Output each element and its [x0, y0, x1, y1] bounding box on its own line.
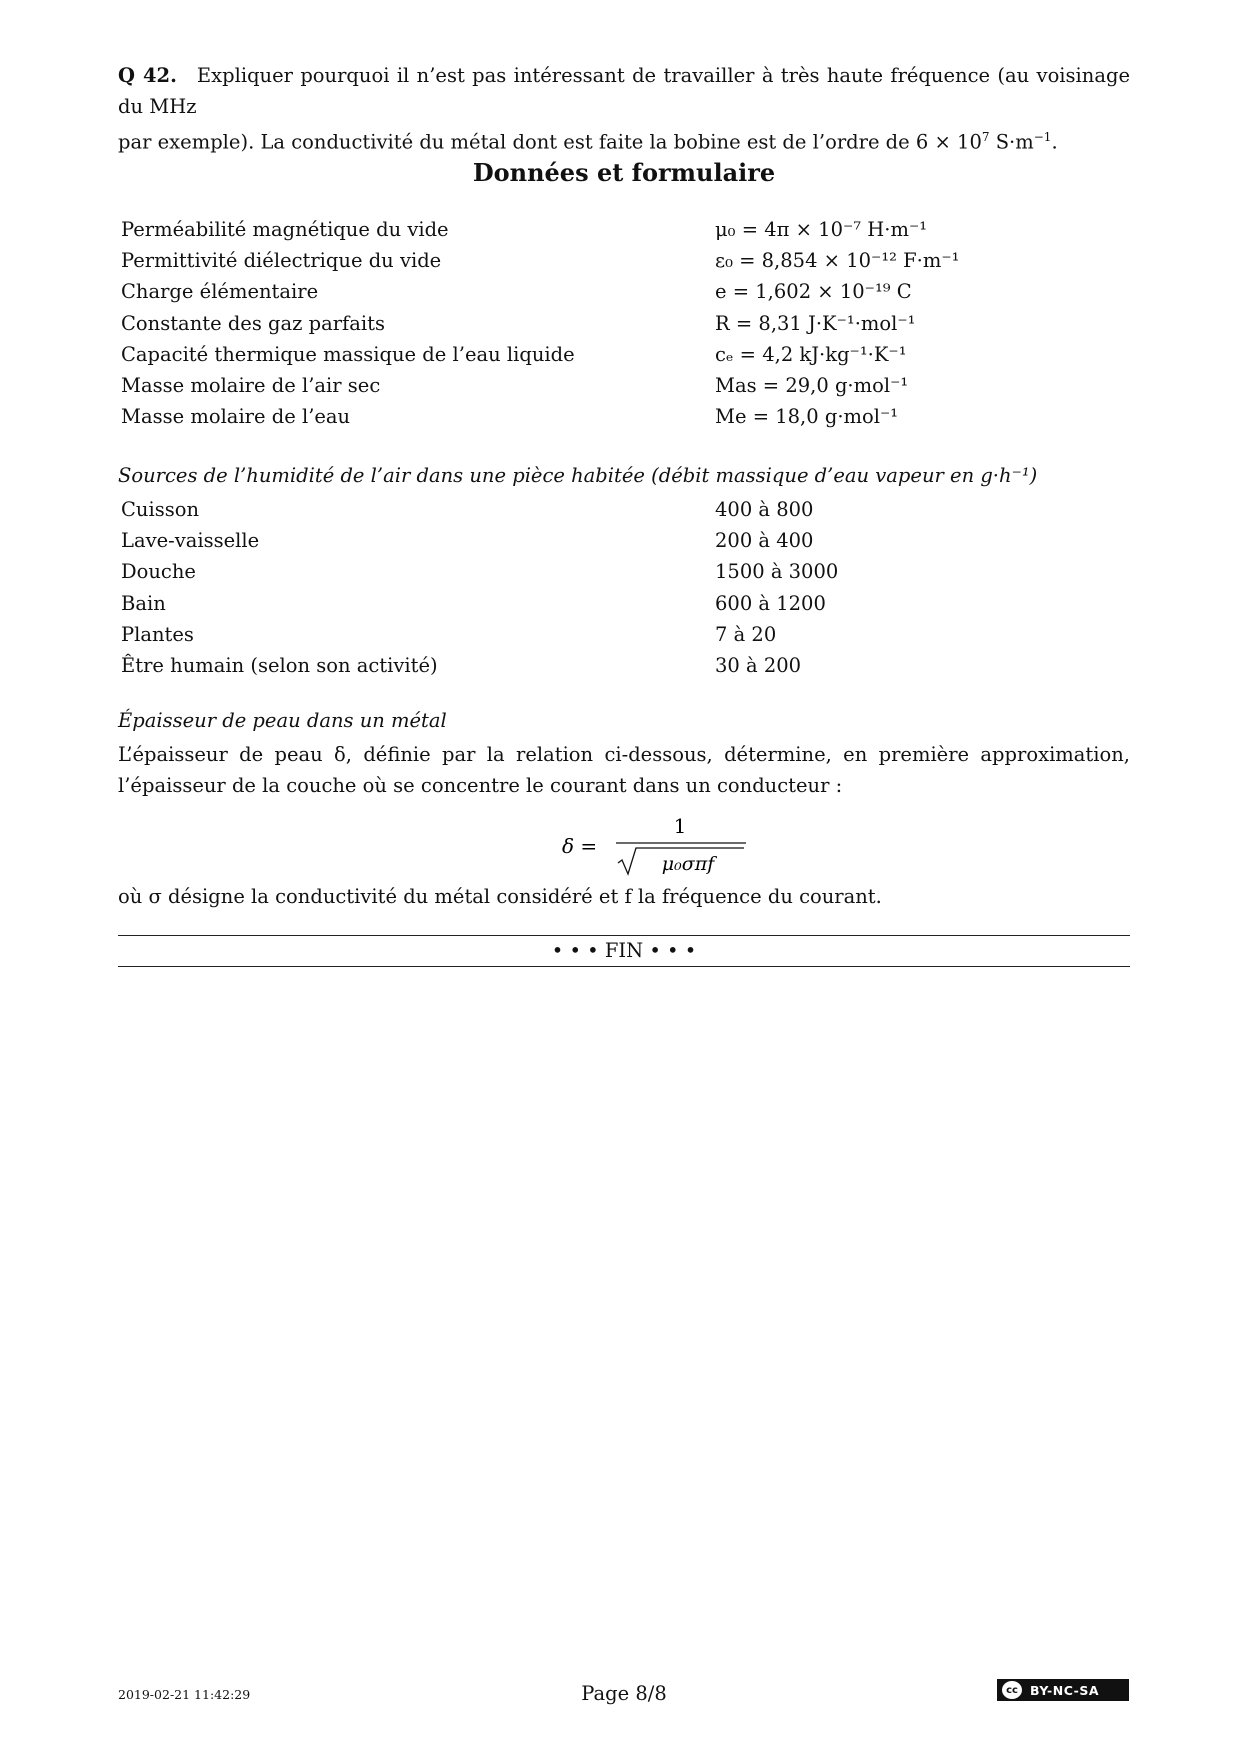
source-label: Lave-vaisselle: [121, 529, 260, 553]
source-value: 200 à 400: [715, 529, 814, 553]
constant-value: Mas = 29,0 g·mol⁻¹: [715, 373, 909, 397]
question-number: Q 42.: [118, 64, 177, 87]
constant-value: R = 8,31 J·K⁻¹·mol⁻¹: [715, 311, 916, 335]
source-value: 7 à 20: [715, 622, 777, 646]
constant-row: [121, 276, 1130, 307]
skin-depth-text: L’épaisseur de peau δ, définie par la relation ci-dessous, détermine, en première approximation, l’épaisseur de la couche où se concentre le courant dans un conducteur :: [118, 743, 1130, 797]
footer-timestamp: 2019-02-21 11:42:29: [118, 1687, 251, 1702]
constant-label: Perméabilité magnétique du vide: [121, 218, 449, 241]
source-row: [121, 556, 1130, 587]
creative-commons-icon: cc: [1002, 1681, 1022, 1699]
source-label: Douche: [121, 560, 196, 584]
constant-value: e = 1,602 × 10⁻¹⁹ C: [715, 280, 912, 304]
constant-value: μ₀ = 4π × 10⁻⁷ H·m⁻¹: [715, 218, 928, 241]
question-text-line1: Expliquer pourquoi il n’est pas intéressant de travailler à très haute fréquence (au voisinage du MHz: [118, 64, 1130, 118]
sources-title: Sources de l’humidité de l’air dans une pièce habitée (débit massique d’eau vapeur en g·h⁻¹): [118, 464, 1038, 487]
constant-value: cₑ = 4,2 kJ·kg⁻¹·K⁻¹: [715, 342, 907, 366]
constant-label: Masse molaire de l’eau: [121, 405, 351, 429]
section-title: Données et formulaire: [472, 158, 776, 187]
source-value: 1500 à 3000: [715, 560, 839, 584]
license-text: BY-NC-SA: [1030, 1682, 1100, 1698]
source-value: 400 à 800: [715, 498, 814, 521]
source-row: [121, 525, 1130, 556]
source-row: [121, 588, 1130, 619]
constant-row: [121, 245, 1130, 276]
skin-depth-title: Épaisseur de peau dans un métal: [118, 709, 447, 732]
fin-marker: • • • FIN • • •: [551, 939, 697, 962]
license-badge: [997, 1679, 1129, 1701]
source-label: Plantes: [121, 622, 194, 646]
constant-row: [121, 214, 1130, 245]
constant-label: Masse molaire de l’air sec: [121, 373, 381, 397]
question-42: [118, 60, 1130, 158]
constant-value: ε₀ = 8,854 × 10⁻¹² F·m⁻¹: [715, 249, 960, 273]
constant-row: [121, 339, 1130, 370]
question-text-line2: par exemple). La conductivité du métal dont est faite la bobine est de l’ordre de 6 × 10: [118, 130, 982, 154]
divider-bottom: [118, 966, 1130, 967]
source-value: 600 à 1200: [715, 591, 826, 615]
constant-label: Capacité thermique massique de l’eau liquide: [121, 342, 575, 366]
constants-table: [121, 214, 1130, 432]
source-row: [121, 619, 1130, 650]
formula-explanation: où σ désigne la conductivité du métal considéré et f la fréquence du courant.: [118, 885, 882, 908]
source-label: Bain: [121, 591, 166, 615]
constant-label: Permittivité diélectrique du vide: [121, 249, 442, 273]
source-row: [121, 494, 1130, 525]
skin-depth-formula: [558, 808, 798, 878]
source-row: [121, 650, 1130, 681]
source-label: Cuisson: [121, 498, 200, 521]
formula-denominator: μ₀σπf: [661, 853, 715, 875]
constant-value: Me = 18,0 g·mol⁻¹: [715, 405, 899, 429]
exponent: −1: [1033, 130, 1052, 144]
constant-label: Constante des gaz parfaits: [121, 311, 385, 335]
exponent: 7: [981, 130, 990, 144]
constant-row: [121, 308, 1130, 339]
formula-numerator: 1: [673, 814, 687, 838]
page-number: Page 8/8: [581, 1682, 667, 1705]
sources-table: [121, 494, 1130, 681]
source-label: Être humain (selon son activité): [121, 653, 438, 677]
formula-svg: [558, 808, 798, 878]
constant-label: Charge élémentaire: [121, 280, 319, 304]
unit: S·m: [989, 130, 1034, 154]
constant-row: [121, 370, 1130, 401]
document-page: [118, 0, 1130, 1754]
formula-lhs: δ =: [562, 834, 598, 858]
divider-top: [118, 935, 1130, 936]
period: .: [1051, 130, 1058, 154]
constant-row: [121, 401, 1130, 432]
source-value: 30 à 200: [715, 653, 802, 677]
